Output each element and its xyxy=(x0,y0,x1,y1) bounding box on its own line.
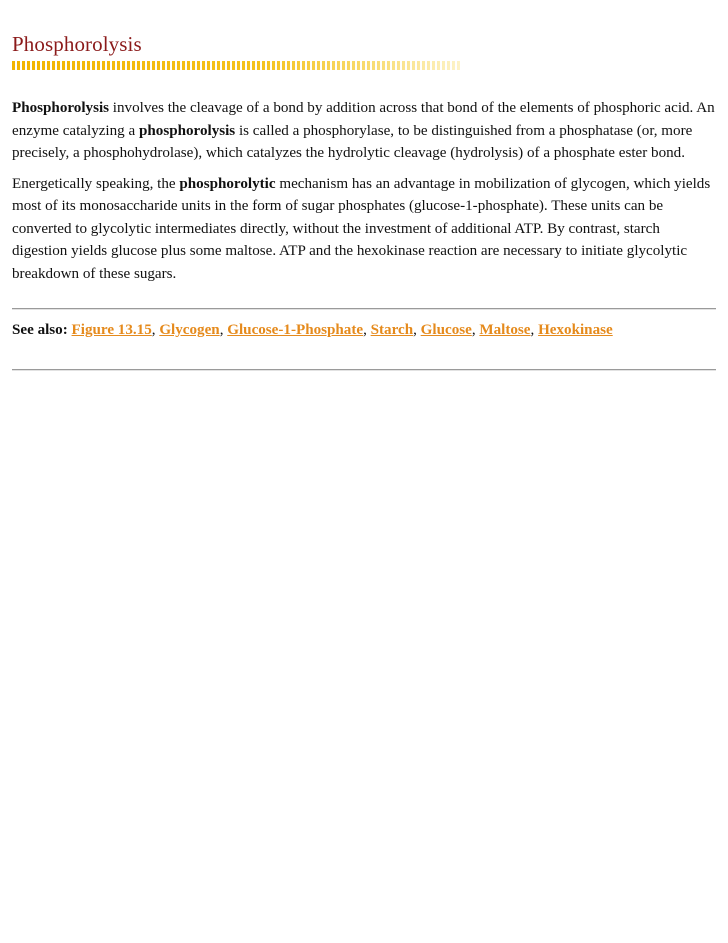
link-separator: , xyxy=(530,322,539,338)
link-glucose[interactable]: Glucose xyxy=(420,322,472,338)
link-hexokinase[interactable]: Hexokinase xyxy=(538,322,613,338)
paragraph-text: is called a phosphorylase, to be distinguished from a phosphatase (or, more precisely, a phosphohydrolase), which catalyzes the hydrolytic cleavage (hydrolysis) of a phosphate ester bond. xyxy=(12,122,693,161)
title-decorative-rule xyxy=(12,61,460,70)
see-also-line xyxy=(12,319,716,341)
paragraph-text: involves the cleavage of a bond by addition across that bond of the elements of phosphoric acid. An enzyme catalyzing a xyxy=(12,100,715,139)
paragraph-energetics xyxy=(12,173,716,286)
link-separator: , xyxy=(363,322,371,338)
link-figure-13-15[interactable]: Figure 13.15 xyxy=(71,322,152,338)
term-phosphorolysis: phosphorolysis xyxy=(138,122,236,139)
document-page xyxy=(12,0,716,371)
link-glucose-1-phosphate[interactable]: Glucose-1-Phosphate xyxy=(227,322,364,338)
section-divider xyxy=(12,369,716,371)
paragraph-definition xyxy=(12,97,716,165)
term-phosphorolytic: phosphorolytic xyxy=(179,175,276,192)
term-phosphorolysis: Phosphorolysis xyxy=(12,100,110,116)
link-maltose[interactable]: Maltose xyxy=(479,322,531,338)
paragraph-text: Energetically speaking, the xyxy=(12,175,180,192)
link-separator: , xyxy=(151,322,160,338)
section-divider xyxy=(12,308,716,310)
page-title: Phosphorolysis xyxy=(12,32,142,56)
link-glycogen[interactable]: Glycogen xyxy=(159,322,220,338)
link-starch[interactable]: Starch xyxy=(370,322,414,338)
link-separator: , xyxy=(413,322,421,338)
link-separator: , xyxy=(471,322,480,338)
paragraph-text: mechanism has an advantage in mobilization of glycogen, which yields most of its monosaccharide units in the form of sugar phosphates (glucose-1-phosphate). These units can be converted to glycolytic intermediates directly, without the investment of additional ATP. By contrast, starch digestion yields glucose plus some maltose. ATP and the hexokinase reaction are necessary to initiate glycolytic breakdown of these sugars. xyxy=(12,175,711,282)
link-separator: , xyxy=(219,322,228,338)
see-also-label: See also: xyxy=(12,322,68,338)
